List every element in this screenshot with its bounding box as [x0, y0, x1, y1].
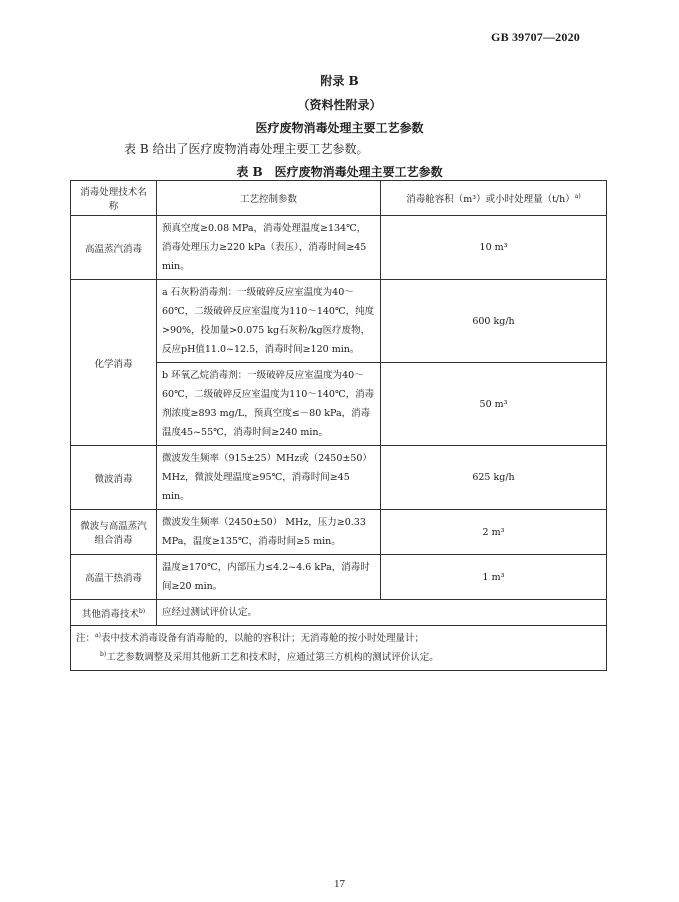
table-row — [71, 555, 607, 600]
technology-name: 其他消毒技术$^{b)}$ — [71, 600, 157, 626]
table-row — [71, 280, 607, 363]
parameter-text: 温度≥170℃，内部压力≤4.2~4.6 kPa，消毒时间≥20 min。 — [157, 555, 381, 600]
table-row — [71, 600, 607, 626]
process-parameters-table — [70, 180, 607, 671]
parameter-text: 应经过测试评价认定。 — [157, 600, 607, 626]
section-title: 医疗废物消毒处理主要工艺参数 — [255, 121, 424, 135]
capacity-value: 600 kg/h — [381, 280, 607, 363]
capacity-value: 625 kg/h — [381, 446, 607, 510]
header-capacity: 消毒舱容积（m³）或小时处理量$(t/h)^{a)}$ — [381, 181, 607, 216]
header-technology: 消毒处理技术名称 — [71, 181, 157, 216]
parameter-text: 微波发生频率（915±25）MHz或（2450±50）MHz，微波处理温度≥95℃，消毒时间≥45 min。 — [157, 446, 381, 510]
parameter-text: 预真空度≥0.08 MPa，消毒处理温度≥134℃，消毒处理压力≥220 kPa（表压），消毒时间≥45 min。 — [157, 216, 381, 280]
technology-name: 微波消毒 — [71, 446, 157, 510]
technology-name: 微波与高温蒸汽组合消毒 — [71, 510, 157, 555]
table-caption: 表 B 医疗废物消毒处理主要工艺参数 — [236, 165, 443, 179]
page-number: 17 — [334, 878, 345, 890]
note-a: 注：$^{a)}$表中技术消毒设备有消毒舱的，以舱的容积计；无消毒舱的按小时处理量计； — [76, 631, 424, 644]
intro-paragraph: 表 B 给出了医疗废物消毒处理主要工艺参数。 — [124, 142, 369, 156]
table-row — [71, 446, 607, 510]
table-row — [71, 510, 607, 555]
appendix-type: （资料性附录） — [297, 98, 382, 112]
note-b: $^{b)}$工艺参数调整及采用其他新工艺和技术时，应通过第三方机构的测试评价认定。 — [100, 650, 439, 663]
technology-name: 化学消毒 — [71, 280, 157, 446]
capacity-value: 1 m³ — [381, 555, 607, 600]
technology-name: 高温干热消毒 — [71, 555, 157, 600]
footnote-a-marker: a) — [574, 192, 581, 200]
capacity-value: 50 m³ — [381, 363, 607, 446]
appendix-title: 附录 B — [320, 74, 359, 88]
technology-name: 高温蒸汽消毒 — [71, 216, 157, 280]
standard-code: GB 39707—2020 — [491, 30, 580, 44]
table-notes-row — [71, 626, 607, 671]
table-notes — [71, 626, 607, 671]
parameter-text: a 石灰粉消毒剂：一级破碎反应室温度为40～60℃，二级破碎反应室温度为110～140℃，纯度>90%，投加量>0.075 kg石灰粉/kg医疗废物，反应pH值11.0~12.5，消毒时间≥120 min。 — [157, 280, 381, 363]
parameter-text: b 环氧乙烷消毒剂：一级破碎反应室温度为40～60℃，二级破碎反应室温度为110～140℃，消毒剂浓度≥893 mg/L，预真空度≤－80 kPa，消毒温度45~55℃，消毒时间≥240 min。 — [157, 363, 381, 446]
parameter-text: 微波发生频率（2450±50） MHz，压力≥0.33 MPa，温度≥135℃，消毒时间≥5 min。 — [157, 510, 381, 555]
table-header-row — [71, 181, 607, 216]
footnote-b-marker: b) — [138, 607, 146, 615]
table-row — [71, 216, 607, 280]
capacity-value: 10 m³ — [381, 216, 607, 280]
header-parameters: 工艺控制参数 — [157, 181, 381, 216]
capacity-value: 2 m³ — [381, 510, 607, 555]
